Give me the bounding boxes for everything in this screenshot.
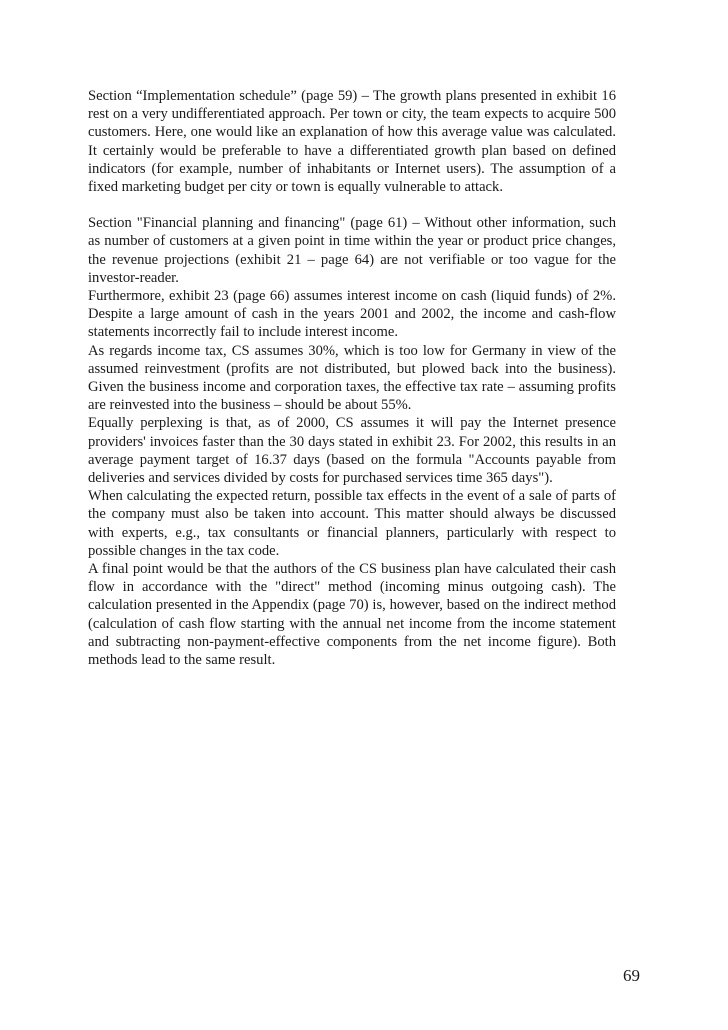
paragraph-tax-effects: When calculating the expected return, possible tax effects in the event of a sale of parts of the company must also be taken into account. This matter should always be discussed with experts, e.g., tax consultants or financial planners, particularly with respect to possible changes in the tax code.: [88, 488, 616, 559]
paragraph-payment-target: Equally perplexing is that, as of 2000, CS assumes it will pay the Internet presence providers' invoices faster than the 30 days stated in exhibit 23. For 2002, this results in an average payment target of 16.37 days (based on the formula "Accounts payable from deliveries and services divided by costs for purchased services time 365 days").: [88, 415, 616, 487]
paragraph-cash-flow-method: A final point would be that the authors of the CS business plan have calculated their cash flow in accordance with the "direct" method (incoming minus outgoing cash). The calculation presented in the Appendix (page 70) is, however, based on the indirect method (calculation of cash flow starting with the annual net income from the income statement and subtracting non-payment-effective components from the net income figure). Both methods lead to the same result.: [88, 561, 616, 669]
paragraph-interest-income: Furthermore, exhibit 23 (page 66) assumes interest income on cash (liquid funds) of 2%. Despite a large amount of cash in the years 2001 and 2002, the income and cash-flow statements incorrectly fail to include interest income.: [88, 288, 616, 341]
page-number: 69: [623, 966, 640, 985]
paragraph-income-tax: As regards income tax, CS assumes 30%, which is too low for Germany in view of the assumed reinvestment (profits are not distributed, but plowed back into the business). Given the business income and corporation taxes, the effective tax rate – assuming profits are reinvested into the business – should be about 55%.: [88, 342, 616, 414]
paragraph-implementation-schedule: Section “Implementation schedule” (page 59) – The growth plans presented in exhibit 16 rest on a very undifferentiated approach. Per town or city, the team expects to acquire 500 customers. Here, one would like an explanation of how this average value was calculated. It certainly would be preferable to have a differentiated growth plan based on defined indicators (for example, number of inhabitants or Internet users). The assumption of a fixed marketing budget per city or town is equally vulnerable to attack.: [88, 88, 616, 196]
paragraph-financial-planning: Section "Financial planning and financing" (page 61) – Without other information, such as number of customers at a given point in time within the year or product price changes, the revenue projections (exhibit 21 – page 64) are not verifiable or too vague for the investor-reader.: [88, 215, 616, 286]
body-text: [88, 87, 616, 669]
